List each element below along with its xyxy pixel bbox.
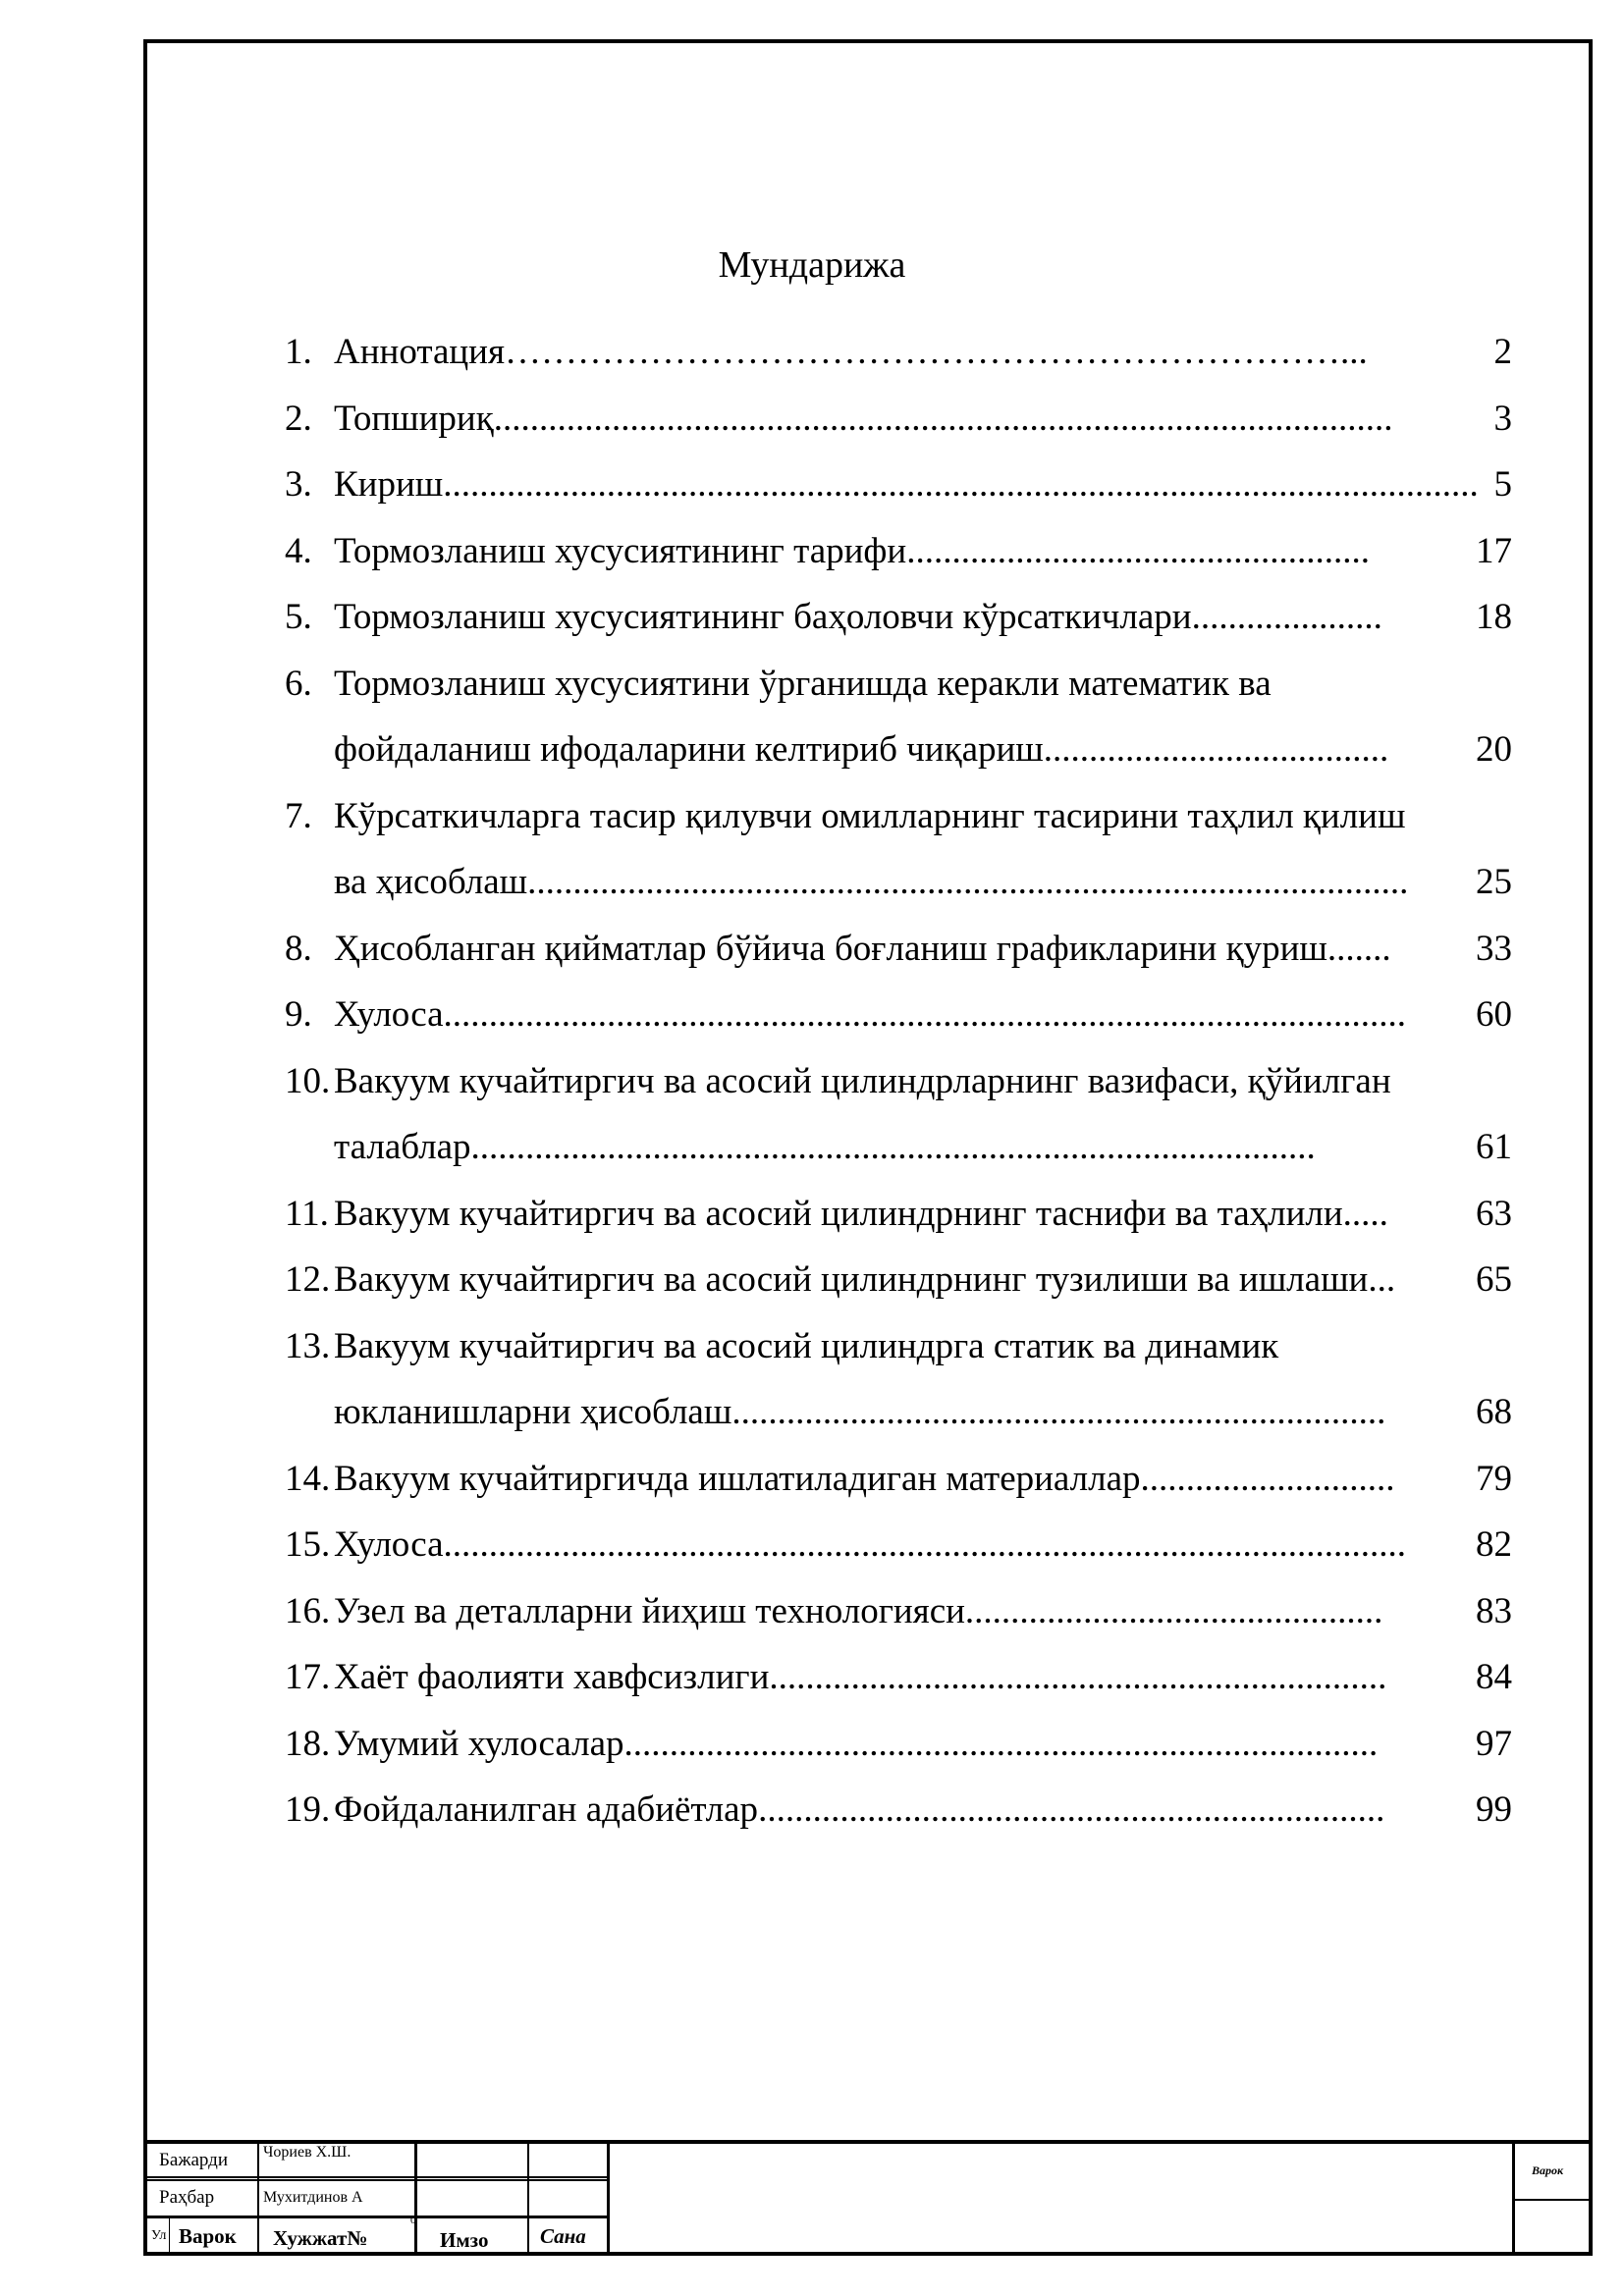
table-of-contents xyxy=(285,319,1512,1843)
toc-entry xyxy=(285,1578,1512,1645)
toc-entry xyxy=(285,386,1512,453)
toc-leader-dots: ..... xyxy=(1342,1193,1388,1234)
toc-entry xyxy=(285,518,1512,585)
toc-entry-title: Вакуум кучайтиргич ва асосий цилиндрларнинг вазифаси, қўйилган xyxy=(334,1060,1391,1101)
toc-leader-dots: ...................................... xyxy=(1043,729,1389,770)
col-signature-label: Имзо xyxy=(440,2228,489,2252)
toc-entry xyxy=(285,584,1512,651)
toc-leader-dots: .............................................. xyxy=(964,1590,1383,1631)
col-sheet-label: Варок xyxy=(179,2224,237,2248)
toc-entry-number: 1. xyxy=(285,332,312,372)
toc-entry-page: 33 xyxy=(1476,928,1512,969)
toc-entry-title: Вакуум кучайтиргич ва асосий цилиндрга статик ва динамик xyxy=(334,1325,1279,1366)
toc-entry-number: 10. xyxy=(285,1060,331,1101)
toc-entry-title: Тормозланиш хусусиятининг баҳоловчи кўрсаткичлари xyxy=(334,597,1192,637)
toc-entry-number: 17. xyxy=(285,1657,331,1697)
toc-entry-page: 20 xyxy=(1476,729,1512,770)
toc-entry-page: 84 xyxy=(1476,1657,1512,1697)
toc-entry-number: 15. xyxy=(285,1524,331,1565)
toc-leader-dots: ……………………………………………………………... xyxy=(505,332,1368,372)
toc-entry-number: 11. xyxy=(285,1193,329,1234)
toc-entry-title: ва ҳисоблаш xyxy=(334,862,528,902)
toc-entry-number: 12. xyxy=(285,1259,331,1300)
supervisor-name: Мухитдинов А xyxy=(263,2189,363,2206)
toc-entry-title: Тормозланиш хусусиятининг тарифи xyxy=(334,530,907,571)
toc-entry-number: 14. xyxy=(285,1458,331,1499)
toc-entry-number: 8. xyxy=(285,928,312,969)
toc-entry-title: Вакуум кучайтиргич ва асосий цилиндрнинг таснифи ва таҳлили xyxy=(334,1193,1343,1234)
col-date-label: Сана xyxy=(540,2224,586,2248)
toc-entry-title: Вакуум кучайтиргичда ишлатиладиган материаллар xyxy=(334,1458,1141,1499)
toc-entry-title: талаблар xyxy=(334,1127,471,1167)
toc-leader-dots: .......................................................................................................... xyxy=(443,994,1407,1035)
toc-entry xyxy=(285,1644,1512,1711)
toc-leader-dots: ... xyxy=(1368,1259,1396,1300)
toc-entry-title: Хулоса xyxy=(334,1524,444,1565)
sheet-label: Варок xyxy=(1532,2163,1564,2177)
toc-entry-title: Вакуум кучайтиргич ва асосий цилиндрнинг тузилиши ва ишлаши xyxy=(334,1259,1369,1300)
toc-entry-title: Тормозланиш хусусиятини ўрганишда керакли математик ва xyxy=(334,663,1272,704)
toc-entry-title: юкланишларни ҳисоблаш xyxy=(334,1392,732,1432)
toc-entry-page: 3 xyxy=(1493,398,1512,439)
toc-entry-number: 5. xyxy=(285,597,312,637)
toc-leader-dots: ....... xyxy=(1326,928,1391,969)
toc-entry-page: 82 xyxy=(1476,1524,1512,1565)
toc-entry-page: 83 xyxy=(1476,1590,1512,1631)
toc-entry xyxy=(285,1512,1512,1578)
toc-entry-page: 5 xyxy=(1493,464,1512,505)
toc-entry-page: 60 xyxy=(1476,994,1512,1035)
toc-entry-number: 6. xyxy=(285,663,312,704)
toc-entry-title: Ҳисобланган қийматлар бўйича боғланиш графикларини қуриш xyxy=(334,928,1327,969)
toc-entry-number: 19. xyxy=(285,1789,331,1830)
toc-entry-page: 63 xyxy=(1476,1193,1512,1234)
toc-entry-title: Фойдаланилган адабиётлар xyxy=(334,1789,759,1830)
toc-entry-page: 68 xyxy=(1476,1392,1512,1432)
toc-leader-dots: ................................................................................................. xyxy=(527,862,1409,902)
toc-entry-page: 65 xyxy=(1476,1259,1512,1300)
toc-entry-title: Умумий хулосалар xyxy=(334,1723,624,1764)
toc-entry-number: 4. xyxy=(285,530,312,571)
col-document-number-label: Хужжат№ xyxy=(273,2226,368,2250)
toc-entry-page: 25 xyxy=(1476,862,1512,902)
toc-entry-number: 7. xyxy=(285,795,312,836)
performed-by-label: Бажарди xyxy=(159,2150,228,2170)
toc-entry xyxy=(285,1711,1512,1778)
toc-entry-title: Узел ва деталларни йиҳиш технологияси xyxy=(334,1590,965,1631)
toc-entry-page: 97 xyxy=(1476,1723,1512,1764)
toc-entry-title: Кириш xyxy=(334,464,444,505)
toc-leader-dots: ........................................................................ xyxy=(731,1392,1386,1432)
toc-title: Мундарижа xyxy=(718,244,906,286)
toc-entry-title: Топшириқ xyxy=(334,398,494,439)
toc-entry xyxy=(285,452,1512,518)
toc-entry-page: 18 xyxy=(1476,597,1512,637)
toc-leader-dots: ..................................................................... xyxy=(758,1789,1385,1830)
toc-entry xyxy=(285,1181,1512,1248)
toc-entry xyxy=(285,783,1512,916)
toc-entry-page: 99 xyxy=(1476,1789,1512,1830)
toc-entry xyxy=(285,1048,1512,1181)
toc-entry xyxy=(285,982,1512,1048)
col-mark: 0 xyxy=(410,2215,416,2226)
col-ul-label: Ул xyxy=(151,2228,167,2243)
toc-entry-page: 17 xyxy=(1476,530,1512,571)
toc-entry-number: 18. xyxy=(285,1723,331,1764)
toc-entry-number: 3. xyxy=(285,464,312,505)
supervisor-label: Раҳбар xyxy=(159,2187,215,2208)
toc-leader-dots: ................................................................................... xyxy=(623,1723,1379,1764)
toc-entry-number: 13. xyxy=(285,1325,331,1366)
toc-entry xyxy=(285,1247,1512,1313)
performed-by-name: Чориев Х.Ш. xyxy=(263,2144,352,2161)
toc-entry-title: Хаёт фаолияти хавфсизлиги xyxy=(334,1657,770,1697)
toc-entry xyxy=(285,319,1512,386)
toc-entry xyxy=(285,651,1512,783)
toc-entry-number: 2. xyxy=(285,398,312,439)
toc-entry-page: 79 xyxy=(1476,1458,1512,1499)
toc-leader-dots: ................................................... xyxy=(906,530,1370,571)
toc-entry xyxy=(285,916,1512,983)
toc-entry-title: Кўрсаткичларга тасир қилувчи омилларнинг тасирини таҳлил қилиш xyxy=(334,795,1406,836)
toc-entry-number: 16. xyxy=(285,1590,331,1631)
toc-leader-dots: .................................................................... xyxy=(769,1657,1387,1697)
toc-leader-dots: ..................... xyxy=(1191,597,1382,637)
toc-leader-dots: .......................................................................................................... xyxy=(443,1524,1407,1565)
title-block xyxy=(147,2140,1589,2252)
toc-entry-title: Хулоса xyxy=(334,994,444,1035)
toc-entry xyxy=(285,1446,1512,1513)
toc-entry xyxy=(285,1313,1512,1446)
toc-leader-dots: .................................................................................................................. xyxy=(443,464,1479,505)
toc-leader-dots: ................................................................................................... xyxy=(493,398,1393,439)
toc-entry-title: фойдаланиш ифодаларини келтириб чиқариш xyxy=(334,729,1044,770)
toc-entry-page: 61 xyxy=(1476,1127,1512,1167)
toc-leader-dots: ............................ xyxy=(1140,1458,1395,1499)
toc-entry-title: Аннотация xyxy=(334,332,505,372)
toc-entry-page: 2 xyxy=(1493,332,1512,372)
toc-entry xyxy=(285,1777,1512,1843)
toc-leader-dots: ............................................................................................. xyxy=(470,1127,1316,1167)
toc-entry-number: 9. xyxy=(285,994,312,1035)
